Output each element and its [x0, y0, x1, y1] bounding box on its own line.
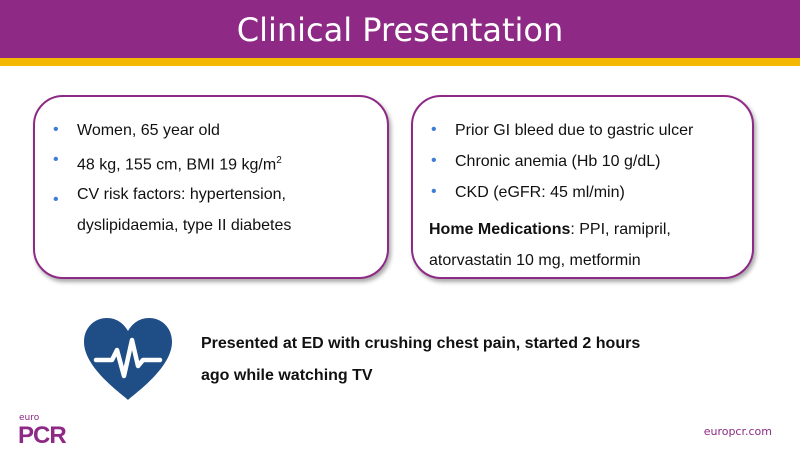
list-item: • Prior GI bleed due to gastric ulcer [431, 121, 694, 139]
home-medications [429, 214, 736, 276]
list-item: • CV risk factors: hypertension, dyslipidaemia, type II diabetes [53, 186, 292, 235]
bmi-superscript: 2 [276, 155, 282, 166]
bullet-dot-icon: • [431, 121, 437, 138]
list-item: • Women, 65 year old [53, 121, 220, 139]
bullet-dot-icon: • [53, 151, 59, 168]
accent-stripe [0, 58, 800, 66]
bullet-dot-icon: • [431, 152, 437, 169]
bullet-dot-icon: • [431, 183, 437, 200]
logo-small-text: euro [19, 413, 40, 423]
list-item: • 48 kg, 155 cm, BMI 19 $kg/m^2$ [53, 151, 282, 174]
page-title: Clinical Presentation [236, 11, 564, 49]
list-item: • CKD (eGFR: 45 ml/min) [431, 183, 625, 201]
medications-label: Home Medications [429, 221, 571, 238]
logo-main-text: PCR [18, 422, 66, 449]
patient-profile-box [33, 95, 389, 279]
medications-text: : PPI, ramipril, atorvastatin 10 mg, metformin [429, 221, 671, 269]
europcr-logo [18, 413, 78, 447]
footer-url: europcr.com [703, 425, 772, 438]
bullet-dot-icon: • [53, 191, 59, 209]
list-item: • Chronic anemia (Hb 10 g/dL) [431, 152, 661, 170]
medical-history-box [411, 95, 754, 279]
bullet-dot-icon: • [53, 121, 59, 138]
presentation-text: Presented at ED with crushing chest pain, started 2 hours ago while watching TV [201, 335, 641, 384]
heart-pulse-icon [82, 316, 174, 402]
